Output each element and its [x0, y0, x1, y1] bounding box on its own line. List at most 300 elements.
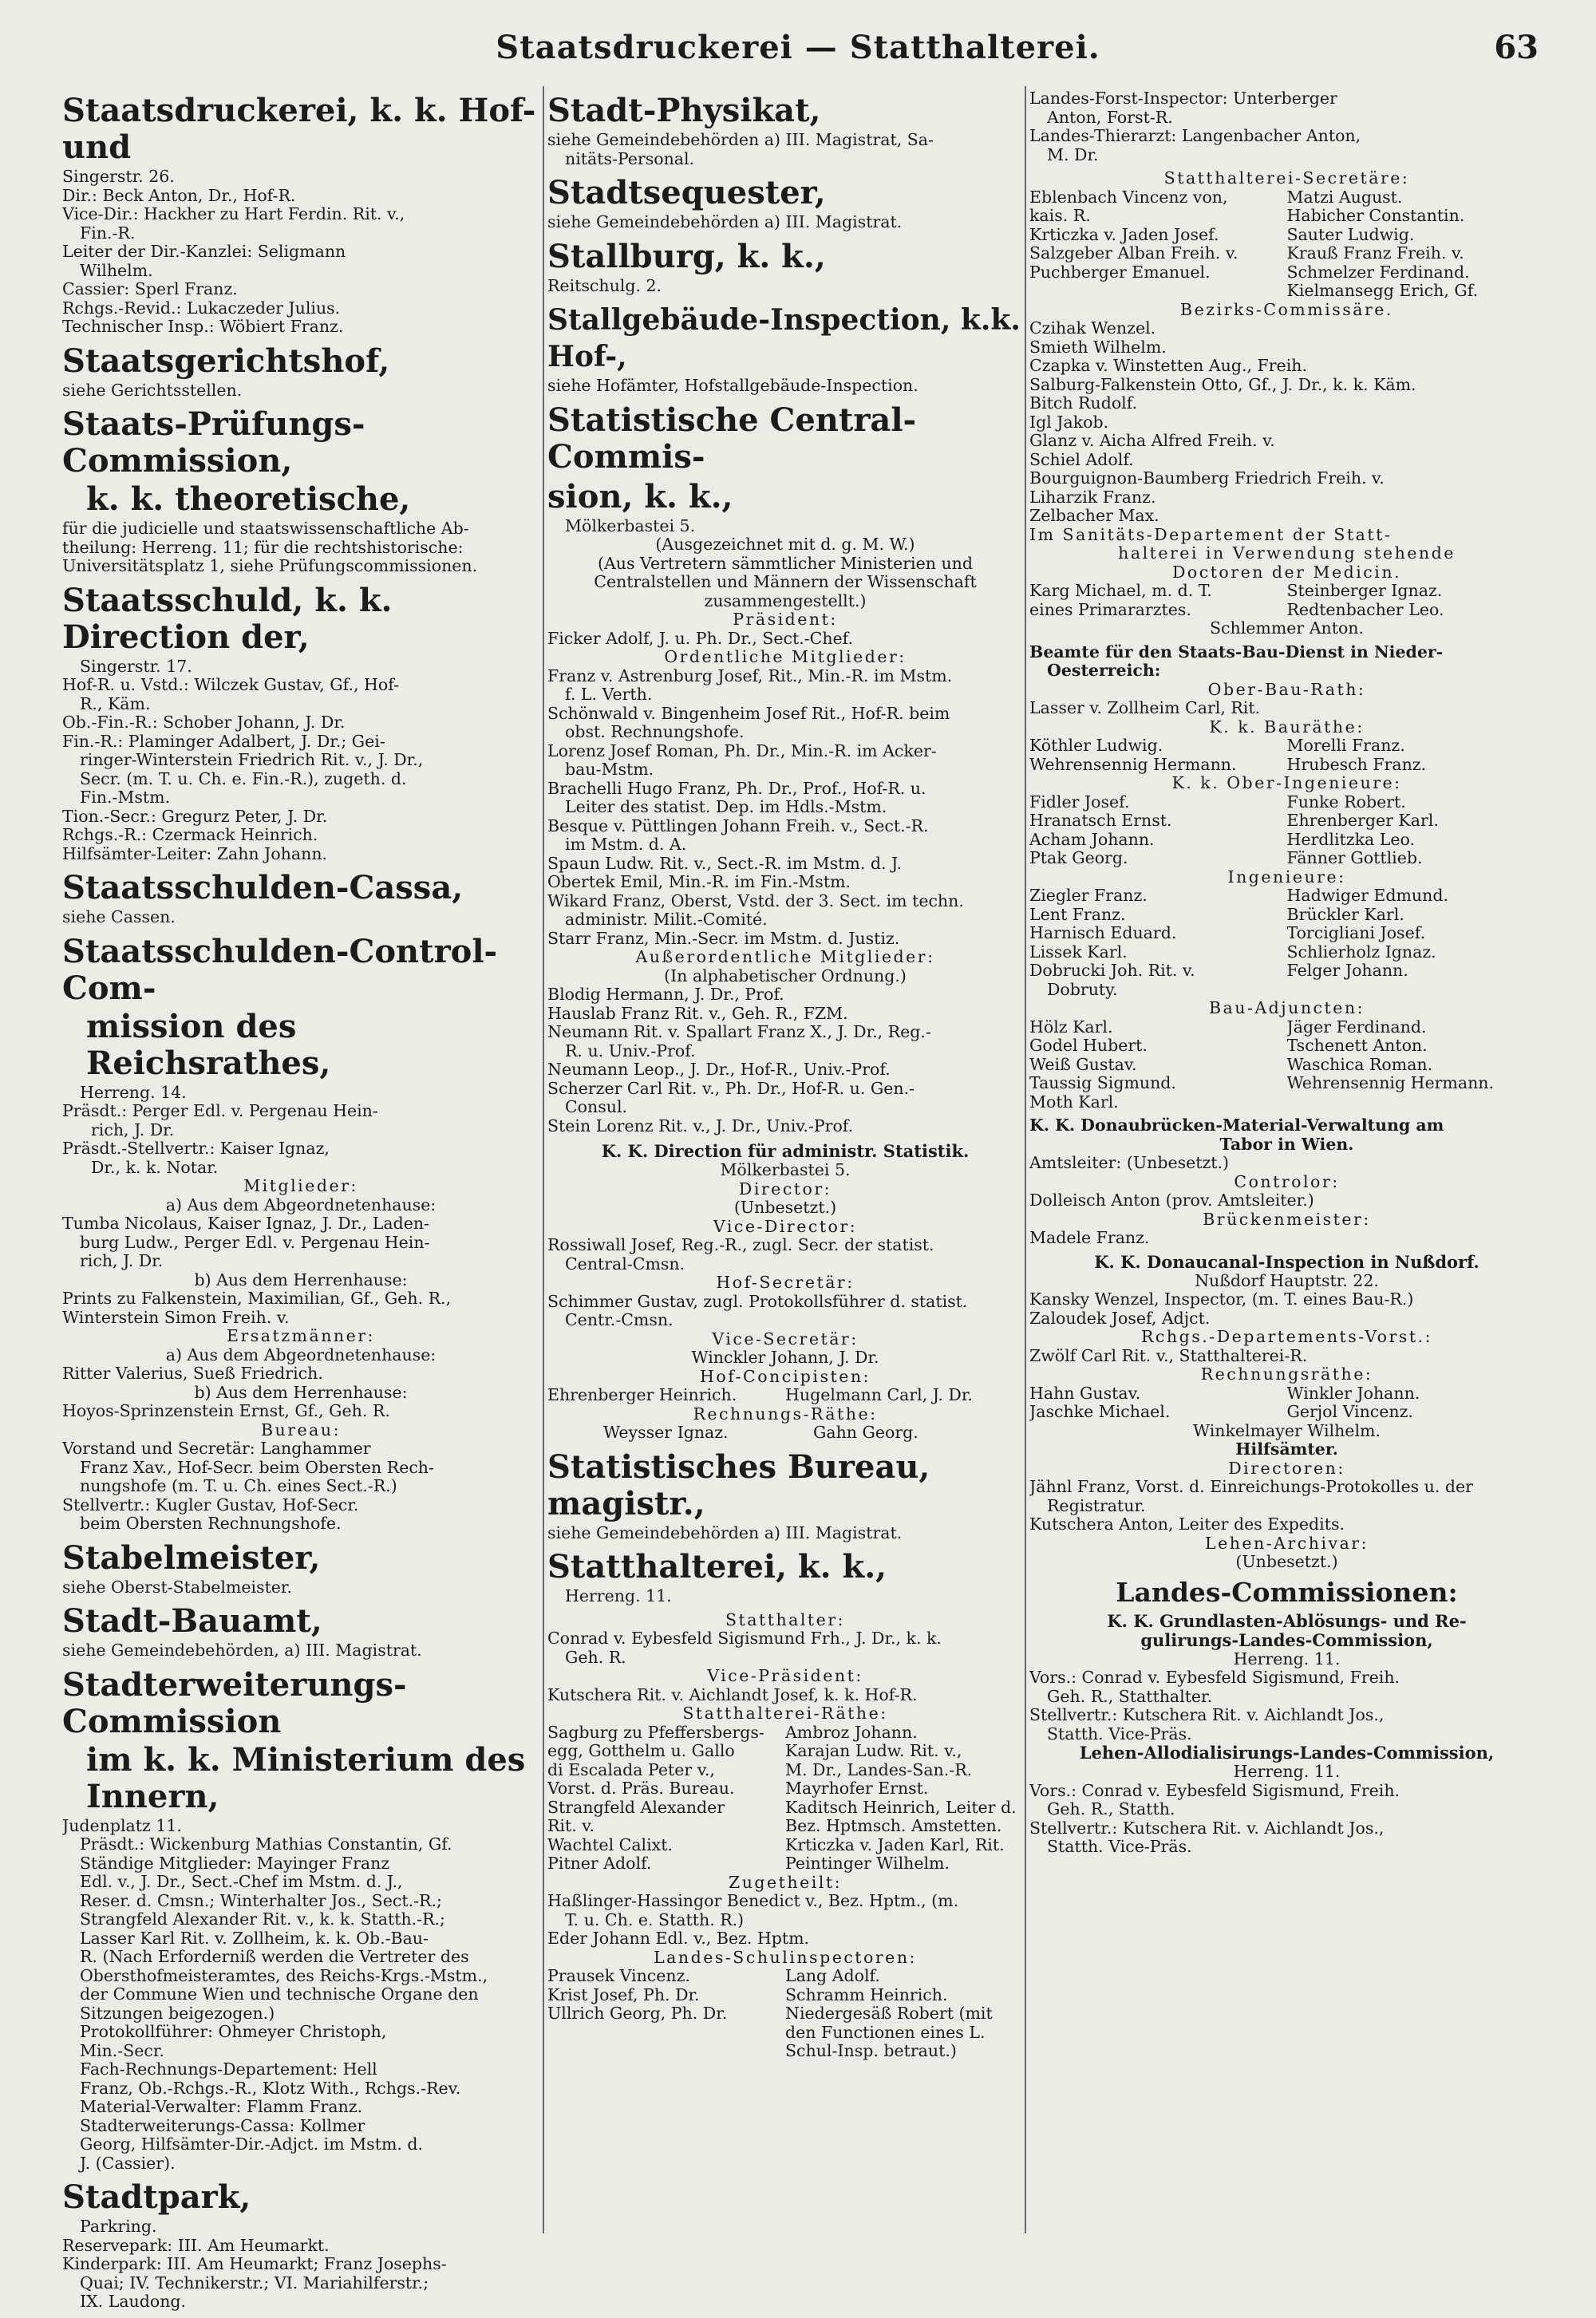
entry-line: Scherzer Carl Rit. v., Ph. Dr., Hof-R. u. Gen.- [547, 1078, 915, 1098]
entry-line: rich, J. Dr. [91, 1120, 175, 1139]
entry-line: Vors.: Conrad v. Eybesfeld Sigismund, Freih. [1029, 1668, 1400, 1687]
entry-line: Lasser Karl Rit. v. Zollheim, k. k. Ob.-Bau- [80, 1928, 429, 1948]
entry-line: Schlemmer Anton. [1209, 618, 1365, 638]
entry-line: Blodig Hermann, J. Dr., Prof. [547, 985, 784, 1004]
entry-line: nitäts-Personal. [565, 148, 695, 168]
entry-line: Nußdorf Hauptstr. 22. [1195, 1270, 1379, 1290]
name-row [1029, 1384, 1544, 1404]
name-cell: Kielmansegg Erich, Gf. [1286, 282, 1479, 300]
entry-line: Präsdt.: Perger Edl. v. Pergenau Hein- [62, 1101, 378, 1120]
entry-line: Besque v. Püttlingen Johann Freih. v., Sect.-R. [547, 815, 929, 835]
name-row [1029, 226, 1544, 245]
entry-stallgebaeude-inspection [547, 302, 1023, 396]
entry-line: Singerstr. 26. [62, 167, 175, 186]
entry-line: für die judicielle und staatswissenschaftliche Ab- [62, 519, 469, 538]
name-cell: Krist Josef, Ph. Dr. [547, 1985, 700, 2004]
entry-line: R. (Nach Erforderniß werden die Vertreter des [80, 1947, 469, 1966]
entry-stadtpark [62, 2179, 539, 2312]
name-cell: Vorst. d. Präs. Bureau. [547, 1779, 735, 1798]
entry-stadt-bauamt [62, 1603, 539, 1661]
entry-line: Franz, Ob.-Rchgs.-R., Klotz With., Rchgs.-Rev. [80, 2078, 461, 2098]
name-row [547, 2004, 1023, 2024]
entry-heading: Statthalterei, k. k., [547, 1548, 887, 1585]
entry-heading: k. k. theoretische, [86, 480, 411, 518]
name-row [1029, 811, 1544, 831]
entry-line: Landes-Thierarzt: Langenbacher Anton, [1029, 126, 1361, 145]
name-cell: Prausek Vincenz. [547, 1967, 690, 1985]
entry-heading: Staatsgerichtshof, [62, 342, 390, 380]
name-cell: Peintinger Wilhelm. [785, 1854, 950, 1873]
section-heading: K. K. Direction für administr. Statistik. [601, 1141, 970, 1161]
section-label: a) Aus dem Abgeordnetenhause: [165, 1195, 437, 1214]
entry-line: bau-Mstm. [565, 760, 654, 779]
section-label: Ordentliche Mitglieder: [664, 647, 907, 666]
entry-line: Tion.-Secr.: Gregurz Peter, J. Dr. [62, 806, 328, 826]
entry-line: Kutschera Anton, Leiter des Expedits. [1029, 1514, 1345, 1534]
name-row [1029, 244, 1544, 263]
section-label: Hof-Secretär: [716, 1273, 855, 1292]
entry-line: Vors.: Conrad v. Eybesfeld Sigismund, Freih. [1029, 1780, 1400, 1800]
entry-line: der Commune Wien und technische Organe den [80, 1984, 479, 2004]
entry-heading: Stallburg, k. k., [547, 237, 826, 275]
entry-line: Georg, Hilfsämter-Dir.-Adjct. im Mstm. d. [80, 2134, 424, 2154]
section-heading: Hilfsämter. [1235, 1439, 1338, 1459]
name-cell [1296, 981, 1545, 1000]
entry-pruefungs-commission [62, 406, 539, 576]
entry-line: Zaloudek Josef, Adjct. [1029, 1308, 1211, 1328]
entry-staatsschuld [62, 582, 539, 864]
name-cell: Redtenbacher Leo. [1286, 600, 1444, 619]
entry-line: Fin.-Mstm. [80, 788, 171, 807]
name-row [1029, 582, 1544, 601]
name-cell: Herdlitzka Leo. [1286, 830, 1415, 849]
entry-line: Schiel Adolf. [1029, 449, 1134, 469]
name-row [547, 1986, 1023, 2005]
name-row [1029, 981, 1544, 1000]
name-cell: den Functionen eines L. [785, 2023, 986, 2042]
name-row [1029, 943, 1544, 962]
entry-statistische-central-commission [547, 402, 1023, 1136]
name-row [1029, 1018, 1544, 1037]
name-cell: Gerjol Vincenz. [1286, 1403, 1413, 1421]
section-label: (In alphabetischer Ordnung.) [664, 966, 907, 985]
name-cell: Tschenett Anton. [1286, 1037, 1428, 1055]
entry-line: Lorenz Josef Roman, Ph. Dr., Min.-R. im Acker- [547, 740, 937, 760]
entry-heading: im k. k. Ministerium des Innern, [86, 1740, 526, 1815]
section-label: Ober-Bau-Rath: [1207, 679, 1366, 699]
entry-line: Liharzik Franz. [1029, 487, 1156, 507]
section-label: Hof-Concipisten: [700, 1366, 871, 1386]
section-label: Statthalter: [725, 1609, 846, 1629]
entry-heading: mission des Reichsrathes, [86, 1007, 331, 1082]
name-cell: Habicher Constantin. [1286, 207, 1465, 225]
entry-line: Starr Franz, Min.-Secr. im Mstm. d. Justiz. [547, 928, 900, 948]
entry-line: Schimmer Gustav, zugl. Protokollsführer d. statist. [547, 1291, 968, 1311]
name-cell: Matzi August. [1286, 188, 1403, 207]
entry-line: (Ausgezeichnet mit d. g. M. W.) [655, 535, 915, 554]
entry-line: Hof-R. u. Vstd.: Wilczek Gustav, Gf., Hof- [62, 675, 400, 694]
name-cell: Kaditsch Heinrich, Leiter d. [785, 1798, 1017, 1817]
name-cell: Fänner Gottlieb. [1286, 849, 1423, 867]
name-cell: Köthler Ludwig. [1029, 736, 1163, 755]
name-cell: Hadwiger Edmund. [1286, 887, 1448, 905]
entry-line: Reser. d. Cmsn.; Winterhalter Jos., Sect.-R.; [80, 1890, 442, 1910]
entry-line: siehe Gemeindebehörden a) III. Magistrat, Sa- [547, 130, 934, 149]
section-heading: K. K. Grundlasten-Ablösungs- und Re- [1107, 1610, 1467, 1631]
entry-line: Anton, Forst-R. [1047, 107, 1173, 127]
name-cell: M. Dr., Landes-San.-R. [785, 1760, 973, 1779]
name-cell: Brückler Karl. [1286, 905, 1404, 924]
entry-line: Herreng. 11. [1233, 1762, 1341, 1781]
entry-line: Bourguignon-Baumberg Friedrich Freih. v. [1029, 468, 1385, 488]
entry-line: Amtsleiter: (Unbesetzt.) [1029, 1153, 1230, 1172]
entry-line: siehe Cassen. [62, 907, 176, 926]
name-row [547, 1817, 1023, 1836]
name-cell: Dobruty. [1047, 980, 1118, 999]
entry-line: siehe Gemeindebehörden a) III. Magistrat. [547, 1522, 903, 1542]
section-label: Vice-Secretär: [712, 1329, 859, 1349]
section-label: Bureau: [260, 1420, 342, 1439]
section-label: Zugetheilt: [728, 1872, 843, 1892]
name-cell: Pitner Adolf. [547, 1854, 652, 1873]
entry-heading: Staatsschulden-Cassa, [62, 869, 464, 906]
entry-line: Material-Verwalter: Flamm Franz. [80, 2097, 363, 2116]
entry-line: Conrad v. Eybesfeld Sigismund Frh., J. Dr., k. k. [547, 1629, 942, 1648]
name-cell: Hahn Gustav. [1029, 1384, 1141, 1403]
page-number: 63 [1494, 29, 1539, 66]
name-cell: Wachtel Calixt. [547, 1835, 673, 1854]
entry-line: Consul. [565, 1097, 628, 1116]
section-heading: Beamte für den Staats-Bau-Dienst in Nieder- [1029, 642, 1444, 661]
section-heading: Oesterreich: [1047, 661, 1161, 680]
entry-line: R., Käm. [80, 693, 151, 713]
name-row [1029, 1403, 1544, 1422]
name-cell: di Escalada Peter v., [547, 1760, 715, 1779]
name-cell: Ehrenberger Heinrich. [547, 1386, 737, 1404]
entry-line: Kinderpark: III. Am Heumarkt; Franz Josephs- [62, 2254, 447, 2273]
section-heading: Landes-Commissionen: [1116, 1576, 1458, 1608]
section-label: Präsident: [733, 610, 838, 629]
entry-line: administr. Milit.-Comité. [565, 910, 768, 929]
entry-line: Zelbacher Max. [1029, 506, 1159, 525]
name-row [547, 1836, 1023, 1855]
section-label: Brückenmeister: [1203, 1209, 1371, 1229]
entry-line: Brachelli Hugo Franz, Ph. Dr., Prof., Hof-R. u. [547, 778, 926, 798]
name-cell: Fidler Josef. [1029, 792, 1130, 811]
entry-line: Mölkerbastei 5. [565, 515, 696, 535]
name-cell: Jäger Ferdinand. [1286, 1017, 1427, 1037]
entry-line: Cassier: Sperl Franz. [62, 279, 238, 298]
name-row [1029, 736, 1544, 756]
entry-line: R. u. Univ.-Prof. [565, 1041, 696, 1060]
entry-line: Universitätsplatz 1, siehe Prüfungscommissionen. [62, 556, 478, 575]
entry-line: nungshofe (m. T. u. Ch. eines Sect.-R.) [80, 1476, 397, 1495]
section-heading: Tabor in Wien. [1219, 1134, 1354, 1154]
entry-line: Glanz v. Aicha Alfred Freih. v. [1029, 431, 1275, 450]
entry-line: T. u. Ch. e. Statth. R.) [565, 1909, 745, 1929]
name-cell: Waschica Roman. [1286, 1055, 1433, 1074]
section-label: Bau-Adjuncten: [1208, 998, 1365, 1017]
name-cell: Jaschke Michael. [1029, 1403, 1171, 1421]
name-row [547, 1799, 1023, 1818]
name-cell: Rit. v. [547, 1817, 595, 1835]
name-row [1029, 263, 1544, 282]
entry-line: Min.-Secr. [80, 2040, 164, 2060]
entry-heading: Stadt-Physikat, [547, 92, 821, 129]
section-label: Statthalterei-Räthe: [682, 1704, 888, 1723]
entry-heading: Stadterweiterungs-Commission [62, 1665, 407, 1740]
name-cell: Hölz Karl. [1029, 1017, 1113, 1037]
name-cell: Ullrich Georg, Ph. Dr. [547, 2004, 728, 2023]
name-cell: Taussig Sigmund. [1029, 1074, 1176, 1092]
entry-heading: Stadt-Bauamt, [62, 1602, 322, 1640]
name-cell: Krticzka v. Jaden Josef. [1029, 225, 1219, 244]
name-cell: Hugelmann Carl, J. Dr. [785, 1386, 973, 1404]
entry-line: Kansky Wenzel, Inspector, (m. T. eines Bau-R.) [1029, 1289, 1414, 1309]
entry-line: Präsdt.: Wickenburg Mathias Constantin, Gf. [80, 1834, 452, 1854]
entry-line: Judenplatz 11. [62, 1815, 182, 1835]
entry-line: siehe Hofämter, Hofstallgebäude-Inspection. [547, 376, 918, 395]
entry-line: Ständige Mitglieder: Mayinger Franz [80, 1853, 390, 1873]
running-title: Staatsdruckerei — Statthalterei. [496, 29, 1100, 66]
column-rule [1025, 86, 1026, 2233]
entry-line: Vorstand und Secretär: Langhammer [62, 1439, 371, 1458]
entry-stadterweiterungs-commission [62, 1667, 539, 2174]
name-row [547, 1742, 1023, 1761]
entry-line: Rchgs.-R.: Czermack Heinrich. [62, 825, 318, 844]
name-cell: Sauter Ludwig. [1286, 225, 1415, 244]
entry-line: siehe Oberst-Stabelmeister. [62, 1577, 293, 1597]
name-row [1029, 282, 1544, 301]
entry-line: Strangfeld Alexander Rit. v., k. k. Statth.-R.; [80, 1909, 445, 1929]
entry-line: Wikard Franz, Oberst, Vstd. der 3. Sect. im techn. [547, 890, 964, 910]
name-row [1029, 601, 1544, 620]
entry-line: Landes-Forst-Inspector: Unterberger [1029, 89, 1337, 108]
entry-line: (Aus Vertretern sämmtlicher Ministerien und [598, 553, 973, 573]
name-row [1029, 1037, 1544, 1056]
entry-line: Herreng. 11. [565, 1586, 672, 1605]
name-cell: Lissek Karl. [1029, 942, 1128, 962]
entry-line: Neumann Leop., J. Dr., Hof-R., Univ.-Prof. [547, 1060, 891, 1079]
entry-line: Neumann Rit. v. Spallart Franz X., J. Dr., Reg.- [547, 1022, 931, 1041]
name-row [547, 2024, 1023, 2043]
entry-statistisches-bureau [547, 1449, 1023, 1543]
name-row [1029, 1056, 1544, 1075]
name-row [1029, 906, 1544, 925]
entry-line: Rossiwall Josef, Reg.-R., zugl. Secr. der statist. [547, 1235, 934, 1254]
name-cell: Krticzka v. Jaden Karl, Rit. [785, 1835, 1005, 1854]
name-row [1029, 924, 1544, 943]
name-cell: Karg Michael, m. d. T. [1029, 582, 1212, 600]
name-cell: Ptak Georg. [1029, 849, 1128, 867]
column-1 [62, 89, 539, 2318]
entry-line: Igl Jakob. [1029, 412, 1109, 432]
name-row [1029, 793, 1544, 812]
entry-line: Dir.: Beck Anton, Dr., Hof-R. [62, 185, 296, 205]
entry-line: Wilhelm. [80, 260, 153, 280]
entry-line: Stellvertr.: Kutschera Rit. v. Aichlandt Jos., [1029, 1705, 1385, 1724]
section-label: Directoren: [1228, 1458, 1345, 1478]
entry-line: J. (Cassier). [80, 2153, 176, 2173]
name-cell: Morelli Franz. [1286, 736, 1405, 755]
name-cell: Hranatsch Ernst. [1029, 811, 1172, 830]
name-cell: Funke Robert. [1286, 792, 1406, 811]
entry-line: Technischer Insp.: Wöbiert Franz. [62, 317, 344, 336]
name-cell: Sagburg zu Pfeffersbergs- [547, 1723, 764, 1742]
name-cell: Niedergesäß Robert (mit [785, 2004, 993, 2023]
name-cell: Godel Hubert. [1029, 1037, 1148, 1055]
section-heading: K. K. Donaubrücken-Material-Verwaltung am [1029, 1116, 1444, 1135]
entry-line: Bitch Rudolf. [1029, 393, 1138, 413]
name-cell: Lang Adolf. [785, 1967, 880, 1985]
section-label: Doctoren der Medicin. [1171, 562, 1402, 582]
name-cell [547, 2042, 785, 2061]
section-label: Ersatzmänner: [227, 1326, 375, 1345]
name-row [1029, 962, 1544, 981]
entry-line: Stellvertr.: Kugler Gustav, Hof-Secr. [62, 1495, 359, 1514]
entry-line: Prints zu Falkenstein, Maximilian, Gf., Geh. R., [62, 1289, 452, 1308]
entry-line: Fin.-R.: Plaminger Adalbert, J. Dr.; Gei- [62, 731, 385, 751]
entry-line: IX. Laudong. [80, 2292, 187, 2311]
name-cell: kais. R. [1029, 207, 1091, 225]
entry-line: theilung: Herreng. 11; für die rechtshistorische: [62, 537, 464, 557]
entry-line: Parkring. [80, 2217, 157, 2236]
entry-line: Schönwald v. Bingenheim Josef Rit., Hof-R. beim [547, 703, 950, 723]
entry-staatsdruckerei [62, 93, 539, 337]
entry-heading: Staatsschulden-Control-Com- [62, 932, 498, 1007]
entry-line: Dolleisch Anton (prov. Amtsleiter.) [1029, 1191, 1314, 1210]
entry-line: Rchgs.-Revid.: Lukaczeder Julius. [62, 298, 341, 318]
entry-statthalterei [547, 1549, 1023, 2061]
entry-line: Obertek Emil, Min.-R. im Fin.-Mstm. [547, 872, 851, 891]
section-label: Rechnungsräthe: [1200, 1364, 1373, 1384]
entry-line: Sitzungen beigezogen.) [80, 2003, 275, 2023]
entry-line: Leiter der Dir.-Kanzlei: Seligmann [62, 242, 346, 261]
section-label: Mitglieder: [243, 1176, 358, 1195]
entry-line: Zwölf Carl Rit. v., Statthalterei-R. [1029, 1345, 1308, 1365]
section-label: Außerordentliche Mitglieder: [635, 947, 935, 966]
entry-line: Franz Xav., Hof-Secr. beim Obersten Rech- [80, 1457, 434, 1477]
entry-heading: Staatsdruckerei, k. k. Hof- und [62, 92, 536, 166]
name-row [547, 1724, 1023, 1743]
name-row [1029, 188, 1544, 207]
entry-line: Dr., k. k. Notar. [91, 1157, 219, 1177]
entry-line: Winterstein Simon Freih. v. [62, 1307, 290, 1327]
name-cell: Salzgeber Alban Freih. v. [1029, 244, 1238, 263]
entry-line: zusammengestellt.) [704, 590, 867, 610]
name-row [547, 1761, 1023, 1780]
entry-heading: sion, k. k., [547, 477, 733, 515]
entry-heading: Stallgebäude-Inspection, k.k. Hof-, [547, 303, 1021, 373]
entry-line: im Mstm. d. A. [565, 835, 687, 854]
section-label: Vice-Director: [713, 1216, 858, 1236]
entry-line: beim Obersten Rechnungshofe. [80, 1514, 342, 1533]
section-label: b) Aus dem Herrenhause: [194, 1270, 408, 1289]
entry-line: Leiter des statist. Dep. im Hdls.-Mstm. [565, 797, 887, 816]
entry-line: siehe Gemeindebehörden, a) III. Magistrat. [62, 1641, 422, 1660]
entry-line: Geh. R. [565, 1647, 626, 1667]
section-label: Vice-Präsident: [707, 1666, 863, 1685]
entry-line: Herreng. 11. [1233, 1649, 1341, 1668]
name-row [1029, 887, 1544, 906]
name-cell: Felger Johann. [1286, 962, 1408, 980]
entry-line: Quai; IV. Technikerstr.; VI. Mariahilferstr.; [80, 2273, 429, 2292]
name-row [1029, 207, 1544, 226]
entry-line: burg Ludw., Perger Edl. v. Pergenau Hein- [80, 1232, 430, 1252]
name-cell: Schul-Insp. betraut.) [785, 2042, 957, 2060]
entry-line: Hoyos-Sprinzenstein Ernst, Gf., Geh. R. [62, 1401, 390, 1420]
entry-line: Hilfsämter-Leiter: Zahn Johann. [62, 843, 328, 863]
section-heading: K. K. Donaucanal-Inspection in Nußdorf. [1094, 1251, 1479, 1272]
entry-heading: Stadtpark, [62, 2178, 251, 2216]
name-cell: Ambroz Johann. [785, 1723, 918, 1742]
name-row [547, 1424, 1023, 1443]
entry-line: Centr.-Cmsn. [565, 1310, 674, 1329]
entry-line: (Unbesetzt.) [1235, 1552, 1338, 1571]
name-row [547, 2042, 1023, 2061]
name-cell: Steinberger Ignaz. [1286, 582, 1443, 600]
name-cell [1029, 282, 1287, 301]
entry-line: (Unbesetzt.) [733, 1198, 837, 1217]
entry-line: Central-Cmsn. [565, 1254, 685, 1274]
name-cell [547, 2024, 785, 2043]
section-label: Im Sanitäts-Departement der Statt- [1029, 524, 1393, 544]
section-heading: gulirungs-Landes-Commission, [1140, 1629, 1433, 1650]
entry-line: Secr. (m. T. u. Ch. e. Fin.-R.), zugeth. d. [80, 768, 407, 788]
entry-line: Czapka v. Winstetten Aug., Freih. [1029, 356, 1307, 375]
entry-line: Protokollführer: Ohmeyer Christoph, [80, 2022, 387, 2041]
name-cell: Hrubesch Franz. [1286, 755, 1427, 774]
section-label: halterei in Verwendung stehende [1118, 543, 1456, 563]
entry-staatsschulden-cassa [62, 870, 539, 927]
entry-direction-statistik [547, 1142, 1023, 1443]
name-cell: Acham Johann. [1029, 830, 1155, 849]
entry-line: Hauslab Franz Rit. v., Geh. R., FZM. [547, 1003, 848, 1023]
entry-heading: Staatsschuld, k. k. Direction der, [62, 581, 393, 656]
entry-line: Singerstr. 17. [80, 656, 192, 676]
entry-line: Reservepark: III. Am Heumarkt. [62, 2235, 330, 2255]
name-cell: Strangfeld Alexander [547, 1798, 725, 1817]
entry-line: Centralstellen und Männern der Wissenschaft [594, 572, 977, 591]
name-row [1029, 1093, 1544, 1112]
section-label: Director: [738, 1179, 832, 1198]
entry-line: Ritter Valerius, Sueß Friedrich. [62, 1364, 323, 1383]
name-row [547, 1967, 1023, 1986]
column-rule [543, 86, 544, 2233]
entry-line: Winkelmayer Wilhelm. [1193, 1420, 1381, 1440]
entry-line: Präsdt.-Stellvertr.: Kaiser Ignaz, [62, 1139, 330, 1158]
name-cell: Karajan Ludw. Rit. v., [785, 1742, 962, 1760]
entry-line: siehe Gemeindebehörden a) III. Magistrat. [547, 212, 903, 231]
name-cell: Winkler Johann. [1286, 1384, 1420, 1403]
section-label: Ingenieure: [1227, 867, 1346, 887]
name-cell: Bez. Hptmsch. Amstetten. [785, 1817, 1002, 1835]
section-label: Statthalterei-Secretäre: [1163, 168, 1410, 188]
entry-line: Eder Johann Edl. v., Bez. Hptm. [547, 1929, 810, 1948]
name-cell: Harnisch Eduard. [1029, 924, 1177, 942]
entry-line: Salburg-Falkenstein Otto, Gf., J. Dr., k. k. Käm. [1029, 374, 1416, 394]
entry-line: obst. Rechnungshofe. [565, 722, 745, 741]
name-cell: Moth Karl. [1029, 1092, 1119, 1112]
entry-stallburg [547, 239, 1023, 296]
entry-line: Geh. R., Statth. [1047, 1799, 1175, 1818]
entry-line: Stadterweiterungs-Cassa: Kollmer [80, 2115, 365, 2135]
entry-line: Statth. Vice-Präs. [1047, 1837, 1192, 1856]
entry-heading: Statistisches Bureau, magistr., [547, 1447, 930, 1522]
name-cell: Schmelzer Ferdinand. [1286, 263, 1470, 282]
entry-line: Franz v. Astrenburg Josef, Rit., Min.-R. im Mstm. [547, 665, 953, 685]
entry-line: Vice-Dir.: Hackher zu Hart Ferdin. Rit. v., [62, 204, 405, 223]
